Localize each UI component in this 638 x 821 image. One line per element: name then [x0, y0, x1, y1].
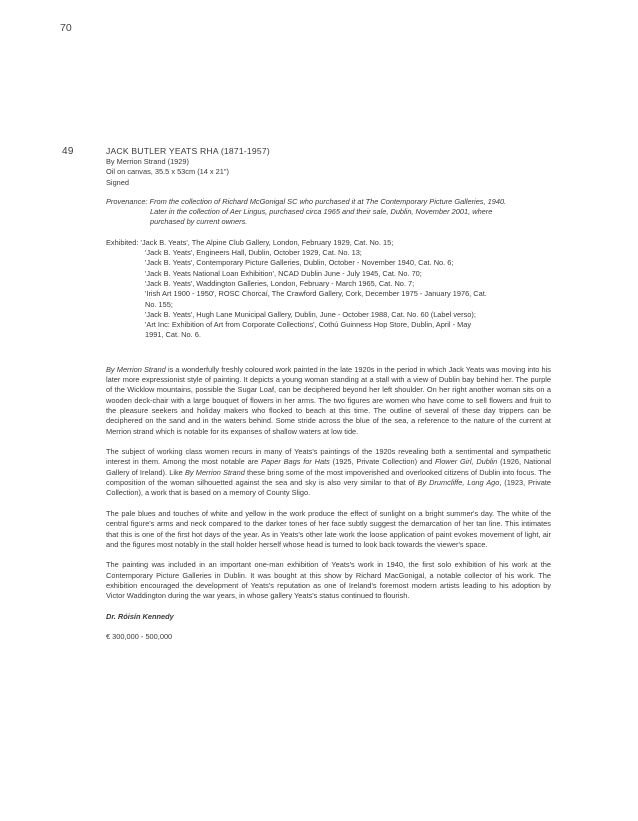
essay-paragraph [106, 365, 551, 437]
paragraph-text: (1925, Private Collection) and [329, 457, 436, 467]
provenance [106, 197, 551, 228]
provenance-line: Later in the collection of Aer Lingus, purchased circa 1965 and their sale, Dublin, November 2001, where [150, 207, 493, 217]
page-number: 70 [60, 22, 72, 34]
lot-description [106, 146, 551, 643]
price-estimate: € 300,000 - 500,000 [106, 632, 173, 642]
provenance-line: purchased by current owners. [150, 217, 248, 227]
paragraph-text: these bring some of the most impoverished and overlooked citizens of Dublin into focus. The composition of the woman silhouetted against the sea and sky is also very similar to that of [106, 467, 552, 488]
essay-paragraph [106, 447, 551, 498]
exhibited-item: 'Jack B. Yeats', Hugh Lane Municipal Gallery, Dublin, June - October 1988, Cat. No. 60 (Label verso); [145, 309, 476, 319]
exhibited-item: 'Jack B. Yeats National Loan Exhibition', NCAD Dublin June - July 1945, Cat. No. 70; [145, 268, 422, 278]
artwork-signed: Signed [106, 177, 130, 187]
exhibited-item: 'Jack B. Yeats', The Alpine Club Gallery, London, February 1929, Cat. No. 15; [140, 237, 394, 247]
artist-name: JACK BUTLER YEATS RHA (1871-1957) [106, 146, 270, 156]
essay [106, 365, 551, 643]
paragraph-text: The subject of working class women recurs in many of Yeats's paintings of the 1920s revealing both a sentimental and sympathetic interest in them. Among the most notable are [106, 447, 551, 467]
paragraph-text: (1926, National Gallery of Ireland). Like [106, 457, 551, 477]
lot-number: 49 [62, 146, 74, 157]
exhibited-label: Exhibited: [106, 237, 139, 247]
exhibited-item: 'Jack B. Yeats', Waddington Galleries, London, February - March 1965, Cat. No. 7; [145, 278, 415, 288]
exhibited-item: 'Art Inc: Exhibition of Art from Corporate Collections', Cothú Guinness Hop Store, Dublin, April - May [145, 320, 472, 330]
essay-paragraph: The painting was included in an important one-man exhibition of Yeats's work in 1940, the first solo exhibition of his work at the Contemporary Picture Galleries in Dublin. It was bought at this show by Richard MacGonigal, a notable collector of his work. The exhibition encouraged the development of Yeats's reputation as one of Ireland's foremost modern artists leading to his adoption by Victor Waddington during the war years, in whose gallery Yeats's status continued to flourish. [106, 560, 551, 601]
essay-paragraph: The pale blues and touches of white and yellow in the work produce the effect of sunlight on a bright summer's day. The white of the central figure's arms and neck compared to the darker tones of her face subtly suggest the demarcation of her tan line. This intimates that this is one of the first hot days of the year. As in Yeats's other late work the loose application of paint evokes movement of light, air and the figures most notably in the stall holder herself whose head is turned to look back towards the viewer's space. [106, 508, 551, 549]
exhibition-history [106, 238, 551, 341]
essay-author: Dr. Róisín Kennedy [106, 611, 174, 621]
artwork-title-reference: By Drumcliffe, Long Ago [417, 478, 500, 488]
exhibited-line [106, 238, 551, 248]
exhibited-item: No. 155; [145, 299, 173, 309]
exhibited-item: 1991, Cat. No. 6. [145, 330, 201, 340]
artwork-medium: Oil on canvas, 35.5 x 53cm (14 x 21") [106, 167, 229, 177]
provenance-line: Provenance: From the collection of Richard McGonigal SC who purchased it at The Contemporary Picture Galleries, 1940. [106, 196, 507, 206]
exhibited-item: 'Irish Art 1900 - 1950', ROSC Chorcaí, The Crawford Gallery, Cork, December 1975 - January 1976, Cat. [145, 289, 487, 299]
artwork-title-reference: By Merrion Strand [184, 467, 245, 477]
artwork-title: By Merrion Strand (1929) [106, 157, 189, 166]
artwork-title-reference: By Merrion Strand [106, 364, 166, 374]
exhibited-item: 'Jack B. Yeats', Contemporary Picture Galleries, Dublin, October - November 1940, Cat. No. 6; [145, 258, 454, 268]
exhibited-item: 'Jack B. Yeats', Engineers Hall, Dublin, October 1929, Cat. No. 13; [145, 248, 362, 258]
paragraph-text: , (1923, Private Collection), a work that is based on a memory of County Sligo. [106, 478, 552, 498]
paragraph-text: is a wonderfully freshly coloured work painted in the late 1920s in the period in which Jack Yeats was moving into his later more expressionist style of painting. It depicts a young woman standing at a stall with a view of Dublin bay behind her. The purple of the Wicklow mountains, possible the Sugar Loaf, can be deciphered beyond her left shoulder. On her right another woman sits on a wooden deck-chair with a large bouquet of flowers in her arms. The two figures are women who have come to sell flowers and fruit to the pleasure seekers and holiday makers who flocked to beach at this time. The outline of several of these day trippers can be deciphered on the sand and in the waters behind. Some stride across the blue of the sea, a reference to the nature of the current at Merrion strand which is notable for its expanses of shallow waters at low tide. [106, 364, 551, 436]
artwork-title-reference: Flower Girl, Dublin [435, 457, 498, 467]
artwork-title-reference: Paper Bags for Hats [261, 457, 330, 467]
